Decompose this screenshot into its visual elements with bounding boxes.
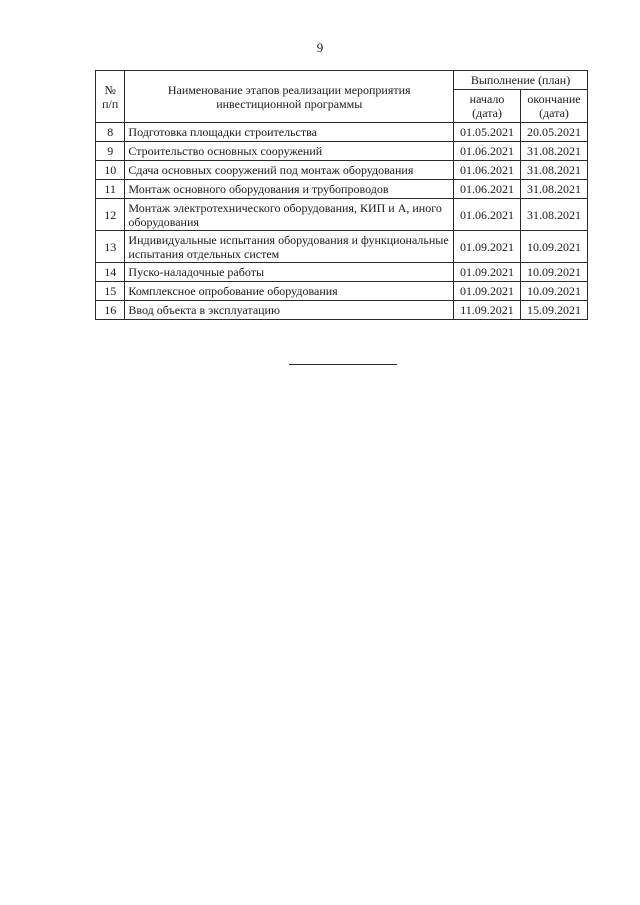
stages-table (95, 70, 588, 320)
row-end: 15.09.2021 (521, 301, 588, 320)
header-name (125, 71, 454, 123)
row-num: 9 (96, 142, 125, 161)
row-name: Сдача основных сооружений под монтаж оборудования (125, 161, 454, 180)
table-row (96, 180, 588, 199)
row-start: 01.06.2021 (454, 180, 521, 199)
row-end: 20.05.2021 (521, 123, 588, 142)
row-end: 10.09.2021 (521, 282, 588, 301)
row-start: 11.09.2021 (454, 301, 521, 320)
header-start (454, 90, 521, 123)
row-start: 01.09.2021 (454, 263, 521, 282)
row-name: Комплексное опробование оборудования (125, 282, 454, 301)
row-num: 15 (96, 282, 125, 301)
row-end: 10.09.2021 (521, 231, 588, 263)
row-start: 01.05.2021 (454, 123, 521, 142)
row-start: 01.09.2021 (454, 282, 521, 301)
row-start: 01.06.2021 (454, 142, 521, 161)
row-num: 16 (96, 301, 125, 320)
table-row (96, 142, 588, 161)
row-start: 01.06.2021 (454, 199, 521, 231)
row-name: Монтаж основного оборудования и трубопроводов (125, 180, 454, 199)
row-num: 12 (96, 199, 125, 231)
row-end: 31.08.2021 (521, 142, 588, 161)
table-row (96, 301, 588, 320)
table-row (96, 231, 588, 263)
row-num: 13 (96, 231, 125, 263)
header-end-text: окончание (дата) (527, 92, 581, 120)
row-name: Строительство основных сооружений (125, 142, 454, 161)
row-start: 01.06.2021 (454, 161, 521, 180)
row-name: Монтаж электротехнического оборудования, КИП и А, иного оборудования (125, 199, 454, 231)
row-end: 31.08.2021 (521, 199, 588, 231)
row-name: Подготовка площадки строительства (125, 123, 454, 142)
table-row (96, 161, 588, 180)
header-execution (454, 71, 588, 90)
header-execution-text: Выполнение (план) (470, 73, 571, 87)
row-name: Ввод объекта в эксплуатацию (125, 301, 454, 320)
row-end: 31.08.2021 (521, 161, 588, 180)
row-name: Пуско-наладочные работы (125, 263, 454, 282)
page-number: 9 (316, 40, 324, 55)
table-row (96, 199, 588, 231)
row-name: Индивидуальные испытания оборудования и функциональные испытания отдельных систем (125, 231, 454, 263)
row-num: 8 (96, 123, 125, 142)
header-end (521, 90, 588, 123)
table-row (96, 123, 588, 142)
row-num: 10 (96, 161, 125, 180)
header-start-text: начало (дата) (469, 92, 505, 120)
table-row (96, 263, 588, 282)
row-num: 11 (96, 180, 125, 199)
row-start: 01.09.2021 (454, 231, 521, 263)
row-num: 14 (96, 263, 125, 282)
table-row (96, 282, 588, 301)
closing-divider-line (289, 364, 397, 365)
row-end: 31.08.2021 (521, 180, 588, 199)
row-end: 10.09.2021 (521, 263, 588, 282)
header-num (96, 71, 125, 123)
header-name-text: Наименование этапов реализации мероприятия инвестиционной программы (167, 82, 411, 111)
header-num-text: № п/п (102, 82, 119, 111)
